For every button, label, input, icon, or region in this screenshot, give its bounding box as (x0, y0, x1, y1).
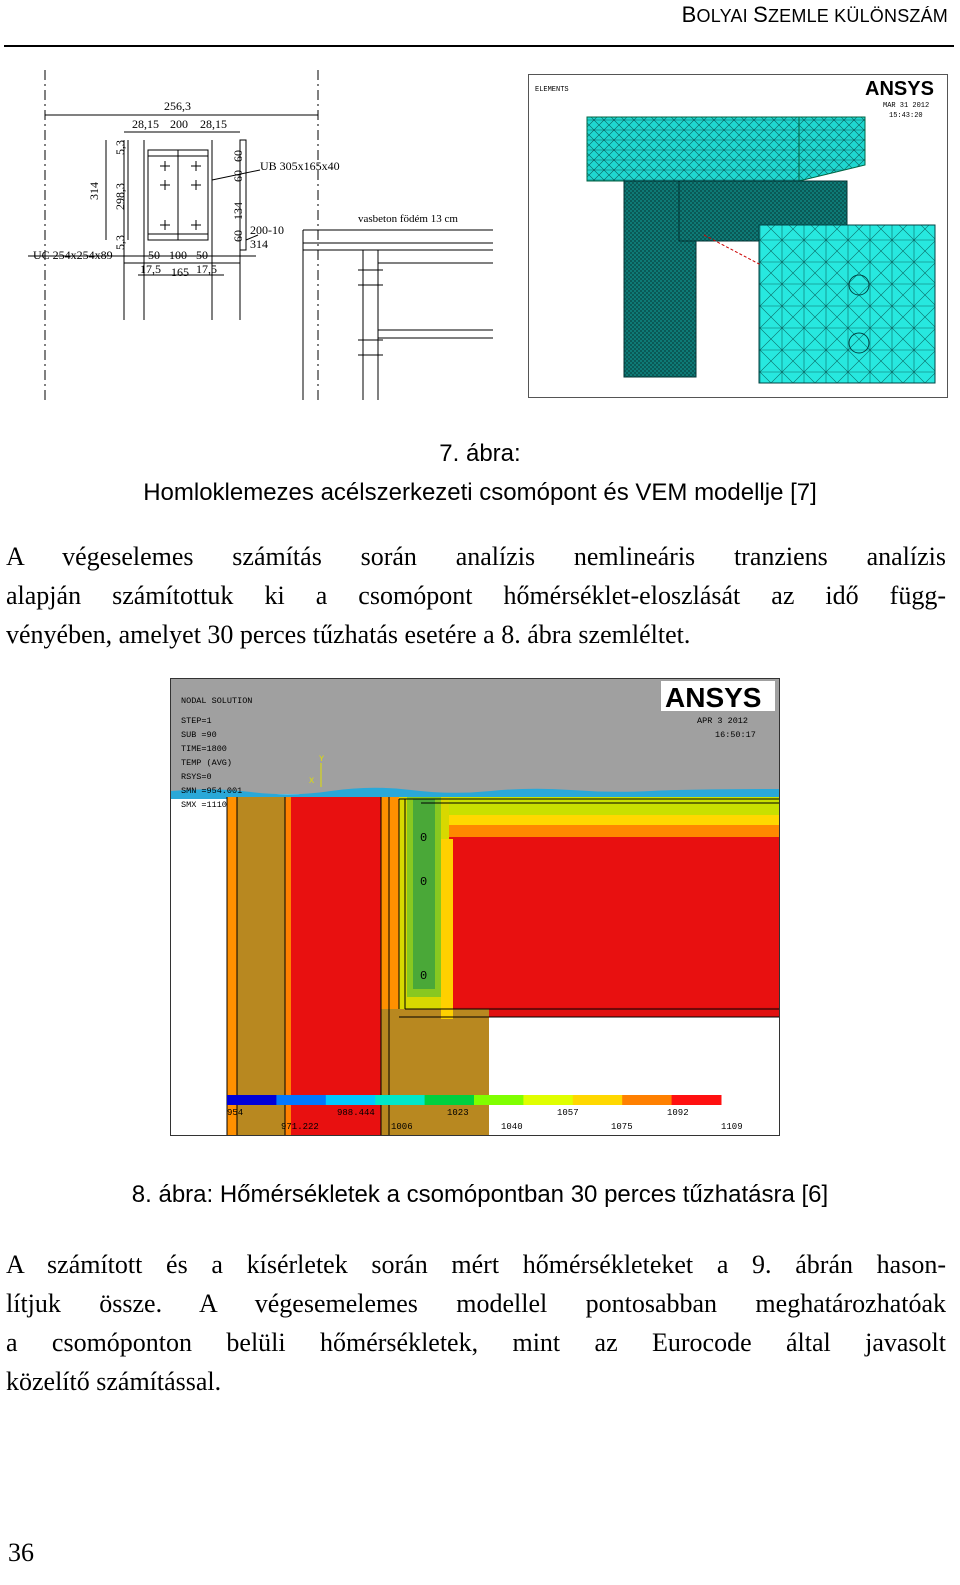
running-header (0, 0, 960, 48)
page-number: 36 (8, 1538, 34, 1567)
running-head-cap1: B (681, 2, 697, 27)
contour-label: 0 (420, 969, 428, 983)
legend-bottom-label: 1040 (501, 1122, 523, 1132)
legend-top-label: 1057 (557, 1108, 579, 1118)
running-head-rest1: OLYAI (696, 6, 754, 26)
temperature-contour-plot (171, 679, 779, 1135)
legend-swatch (573, 1095, 623, 1105)
dim-h53b: 5,3 (113, 235, 127, 250)
color-legend (227, 1095, 722, 1105)
paragraph-2-line: közelítő számítással. (6, 1367, 222, 1396)
paragraph-2-line: A számított és a kísérletek során mért hőmérsékleteket a 9. ábrán hason- (6, 1250, 946, 1279)
dim-flange-left: 28,15 (132, 117, 159, 131)
ansys1-date: MAR 31 2012 (883, 102, 930, 110)
dim-h53a: 5,3 (113, 140, 127, 155)
running-head (682, 2, 948, 28)
plot-info: SUB =90 (181, 730, 217, 740)
header-rule (4, 45, 954, 47)
mesh-model (529, 75, 947, 397)
plot-info: STEP=1 (181, 716, 212, 726)
running-head-rest2: ZEMLE KÜLÖNSZÁM (767, 6, 948, 26)
dim-b50a: 50 (148, 248, 160, 262)
legend-swatch (276, 1095, 326, 1105)
running-head-cap2: S (753, 2, 768, 27)
legend-bottom-label: 971.222 (281, 1122, 319, 1132)
dim-b175b: 17,5 (196, 262, 217, 276)
paragraph-2 (6, 1245, 946, 1401)
legend-bottom-label: 1075 (611, 1122, 633, 1132)
dim-h298: 298,3 (113, 183, 127, 210)
dim-d60b: 60 (231, 170, 245, 182)
ansys1-logo: ANSYS (865, 78, 934, 100)
paragraph-2-line: lítjuk össze. A végesemelemes modellel pontosabban meghatározhatóak (6, 1289, 946, 1318)
label-beam: UB 305x165x40 (260, 159, 340, 173)
legend-top-label: 954 (227, 1108, 244, 1118)
technical-drawing (28, 70, 498, 410)
plot-date: APR 3 2012 (697, 716, 749, 726)
figure-8-caption: 8. ábra: Hőmérsékletek a csomópontban 30 perces tűzhatásra [6] (131, 1181, 829, 1208)
dim-d60c: 60 (231, 230, 245, 242)
contour-label: 0 (420, 875, 428, 889)
legend-swatch (474, 1095, 524, 1105)
paragraph-1-line: A végeselemes számítás során analízis nemlineáris tranziens analízis (6, 542, 946, 571)
plot-info: SMN =954.001 (181, 786, 243, 796)
dim-b165: 165 (171, 265, 189, 279)
ansys-mesh-panel (528, 74, 948, 398)
figure-8 (170, 678, 780, 1136)
legend-top-label: 1023 (447, 1108, 469, 1118)
figure-7-caption-line2: Homloklemezes acélszerkezeti csomópont és VEM modellje [7] (143, 479, 817, 506)
dim-h314: 314 (87, 182, 101, 200)
plot-info: TEMP (AVG) (181, 758, 233, 768)
legend-swatch (523, 1095, 573, 1105)
legend-swatch (375, 1095, 425, 1105)
plot-info: TIME=1800 (181, 744, 227, 754)
dim-d134: 134 (231, 202, 245, 220)
dim-b50b: 50 (196, 248, 208, 262)
axis-x-label: X (309, 776, 315, 786)
label-plate: 200-10 (250, 223, 284, 237)
contour-label: 0 (420, 831, 428, 845)
dim-d60a: 60 (231, 150, 245, 162)
label-column: UC 254x254x89 (33, 248, 113, 262)
legend-swatch (425, 1095, 475, 1105)
ansys-logo: ANSYS (665, 682, 762, 713)
ansys1-time: 15:43:20 (889, 112, 923, 120)
legend-swatch (672, 1095, 722, 1105)
paragraph-1-line: vényében, amelyet 30 perces tűzhatás esetére a 8. ábra szemléltet. (6, 620, 691, 649)
paragraph-1 (6, 537, 946, 654)
dim-flange-right: 28,15 (200, 117, 227, 131)
figure-7-caption-line1: 7. ábra: (439, 440, 521, 467)
figure-7 (0, 60, 960, 405)
plot-info: RSYS=0 (181, 772, 212, 782)
legend-swatch (227, 1095, 277, 1105)
axis-y-label: Y (319, 754, 325, 764)
ansys1-title: ELEMENTS (535, 86, 569, 94)
legend-bottom-label: 1006 (391, 1122, 413, 1132)
legend-top-label: 988.444 (337, 1108, 375, 1118)
dim-b100: 100 (169, 248, 187, 262)
label-slab: vasbeton födém 13 cm (358, 213, 458, 225)
dim-top-width: 256,3 (164, 99, 191, 113)
dim-flange-mid: 200 (170, 117, 188, 131)
legend-top-label: 1092 (667, 1108, 689, 1118)
plot-info: SMX =1110 (181, 800, 227, 810)
plot-title: NODAL SOLUTION (181, 696, 253, 706)
label-plate-h: 314 (250, 237, 268, 251)
legend-bottom-label: 1109 (721, 1122, 743, 1132)
dim-b175a: 17,5 (140, 262, 161, 276)
paragraph-2-line: a csomóponton belüli hőmérsékletek, mint az Eurocode által javasolt (6, 1328, 946, 1357)
paragraph-1-line: alapján számítottuk ki a csomópont hőmérséklet-eloszlását az idő függ- (6, 581, 946, 610)
plot-time: 16:50:17 (715, 730, 756, 740)
legend-swatch (622, 1095, 672, 1105)
legend-swatch (326, 1095, 376, 1105)
